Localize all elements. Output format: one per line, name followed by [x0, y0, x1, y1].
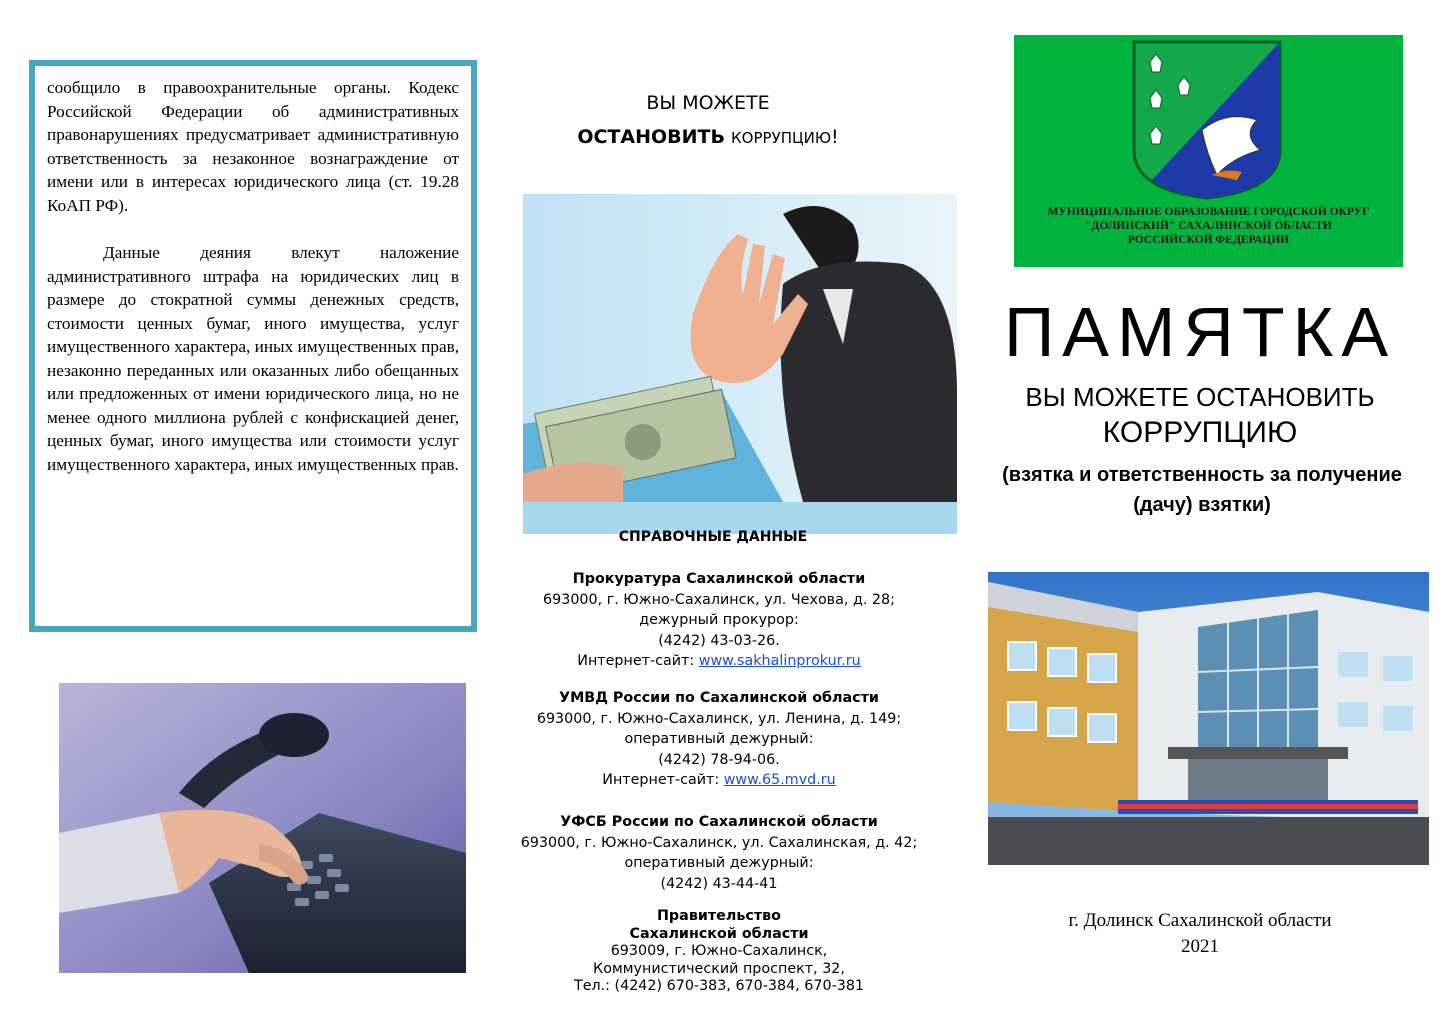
contact-name: УФСБ России по Сахалинской области: [560, 814, 878, 830]
emblem-caption-line1: МУНИЦИПАЛЬНОЕ ОБРАЗОВАНИЕ ГОРОДСКОЙ ОКРУГ: [1047, 206, 1370, 218]
place-and-year: [1000, 908, 1400, 960]
contact-phone: (4242) 43-03-26.: [658, 632, 780, 649]
contact-duty: дежурный прокурор:: [639, 612, 799, 628]
emblem-caption-line2: "ДОЛИНСКИЙ" САХАЛИНСКОЙ ОБЛАСТИ: [1085, 220, 1332, 232]
contact-phones: Тел.: (4242) 670-383, 670-384, 670-381: [573, 978, 865, 994]
reference-title: СПРАВОЧНЫЕ ДАННЫЕ: [618, 529, 808, 545]
emblem-caption-line3: РОССИЙСКОЙ ФЕДЕРАЦИИ: [1127, 234, 1290, 246]
subtitle-note: [972, 460, 1432, 520]
contact-name-line1: Правительство: [656, 908, 782, 924]
contact-duty: оперативный дежурный:: [624, 855, 814, 871]
contact-duty: оперативный дежурный:: [624, 731, 814, 747]
bribe-photo: [523, 194, 957, 534]
contact-address-1: 693009, г. Южно-Сахалинск,: [610, 943, 828, 959]
mvd-site-link[interactable]: www.65.mvd.ru: [723, 772, 836, 788]
subtitle-line2: КОРРУПЦИЮ: [1102, 416, 1298, 449]
contact-address: 693000, г. Южно-Сахалинск, ул. Ленина, д. 149;: [536, 710, 902, 727]
contact-phone: (4242) 78-94-06.: [658, 751, 780, 768]
stop-heading-excl: !: [831, 126, 839, 148]
page-title: ПАМЯТКА: [1003, 293, 1397, 371]
contact-ufsb: [500, 812, 938, 894]
coat-of-arms-icon: [1134, 42, 1280, 198]
contact-name: Прокуратура Сахалинской области: [572, 571, 866, 587]
contact-site-line: [500, 651, 938, 672]
site-label: Интернет-сайт:: [602, 772, 720, 788]
legal-text-box: [29, 60, 477, 632]
site-label: Интернет-сайт:: [577, 653, 695, 669]
contact-address: 693000, г. Южно-Сахалинск, ул. Чехова, д. 28;: [543, 591, 895, 608]
subtitle-note-line2: (дачу) взятки): [1133, 494, 1271, 516]
phone-photo: [59, 683, 466, 973]
contact-name: УМВД России по Сахалинской области: [559, 690, 879, 706]
subtitle-note-line1: (взятка и ответственность за получение: [1002, 464, 1402, 486]
contact-umvd: [500, 688, 938, 791]
building-photo: [988, 572, 1429, 865]
stop-heading-line1: ВЫ МОЖЕТЕ: [646, 92, 770, 114]
stop-heading-bold: ОСТАНОВИТЬ: [577, 126, 725, 148]
year-text: 2021: [1181, 936, 1219, 957]
legal-paragraph-1: сообщило в правоохранительные органы. Кодекс Российской Федерации об административных правонарушениях предусматривает административную ответственность за незаконное вознаграждение от имени или в интересах юридического лица (ст. 19.28 КоАП РФ).: [47, 78, 459, 215]
stop-heading-line2: [500, 126, 916, 148]
contact-phone: (4242) 43-44-41: [660, 875, 778, 892]
legal-paragraph-2: Данные деяния влекут наложение административного штрафа на юридических лиц в размере до стократной суммы денежных средств, стоимости ценных бумаг, иного имущества, услуг имущественного характера, иных имущественных прав, незаконно переданных или оказанных либо обещанных или предложенных от имени юридического лица, но не менее одного миллиона рублей с конфискацией денег, ценных бумаг, иного имущества или стоимости услуг имущественного характера, иных имущественных прав.: [47, 243, 459, 474]
emblem-caption: [1014, 205, 1403, 247]
contact-site-line: [500, 770, 938, 791]
place-text: г. Долинск Сахалинской области: [1068, 910, 1332, 931]
contact-address: 693000, г. Южно-Сахалинск, ул. Сахалинская, д. 42;: [520, 834, 918, 851]
contact-name-line2: Сахалинской области: [629, 925, 809, 942]
stop-heading-small: КОРРУПЦИЮ: [731, 129, 832, 147]
contact-address-2: Коммунистический проспект, 32,: [593, 960, 845, 977]
prosecutor-site-link[interactable]: www.sakhalinprokur.ru: [698, 653, 861, 669]
contact-government: [500, 908, 938, 996]
contact-prosecutor: [500, 569, 938, 672]
subtitle-line1: ВЫ МОЖЕТЕ ОСТАНОВИТЬ: [1025, 382, 1375, 412]
